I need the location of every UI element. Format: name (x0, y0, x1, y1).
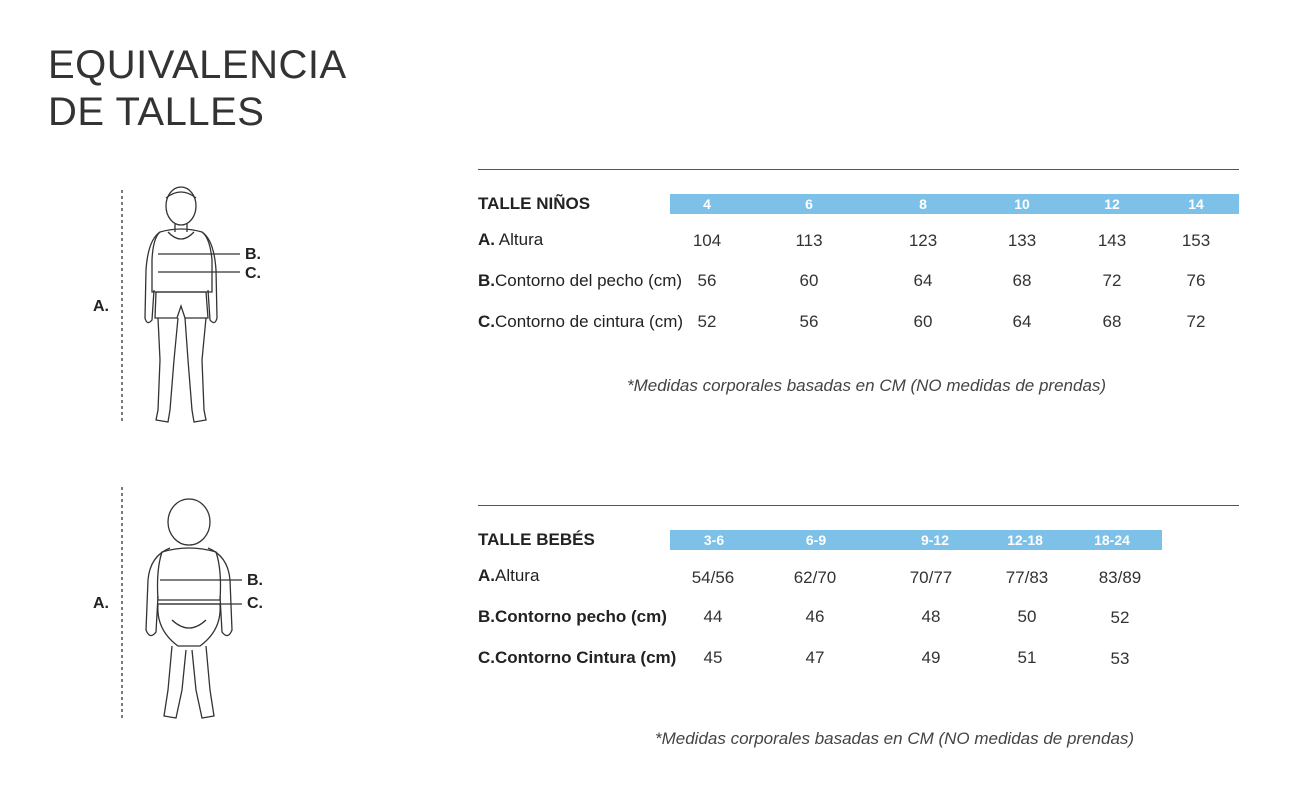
child-label-a: A. (93, 298, 109, 315)
ninos-size-header: 8 (919, 196, 927, 212)
table-cell: 48 (921, 607, 941, 626)
row-label-text: Altura (495, 230, 544, 249)
table-cell: 52 (697, 312, 717, 331)
bebes-size-header-band (670, 530, 1162, 550)
table-cell: 113 (795, 231, 823, 250)
table-cell: 46 (805, 607, 825, 626)
ninos-size-header: 4 (703, 196, 711, 212)
page-title-line-1: EQUIVALENCIA (48, 43, 347, 87)
ninos-size-header: 12 (1104, 196, 1120, 212)
page-title-line-2: DE TALLES (48, 90, 265, 134)
table-cell: 44 (703, 607, 723, 626)
table-cell: 60 (913, 312, 933, 331)
ninos-size-header: 10 (1014, 196, 1030, 212)
bebes-row-label-pecho (478, 606, 667, 628)
child-label-c: C. (245, 265, 261, 282)
bebes-top-rule (478, 505, 1239, 506)
row-prefix: A. (478, 566, 495, 585)
row-label-text: Contorno pecho (cm) (495, 607, 667, 626)
row-prefix: A. (478, 230, 495, 249)
table-cell: 72 (1186, 312, 1206, 331)
table-cell: 68 (1102, 312, 1122, 331)
table-cell: 64 (913, 271, 933, 290)
child-label-b: B. (245, 246, 261, 263)
ninos-size-header: 6 (805, 196, 813, 212)
row-label-text: Altura (495, 566, 540, 585)
table-cell: 64 (1012, 312, 1032, 331)
table-cell: 133 (1007, 231, 1037, 250)
bebes-size-header: 3-6 (703, 532, 725, 548)
ninos-size-header: 14 (1188, 196, 1204, 212)
row-prefix: C. (478, 648, 495, 667)
ninos-section-title: TALLE NIÑOS (478, 194, 591, 213)
table-cell: 104 (692, 231, 722, 250)
table-cell: 50 (1017, 607, 1037, 626)
row-prefix: B. (478, 271, 495, 290)
ninos-footnote: *Medidas corporales basadas en CM (NO medidas de prendas) (627, 376, 1107, 395)
table-cell: 83/89 (1098, 568, 1142, 587)
bebes-size-header: 18-24 (1094, 532, 1130, 548)
ninos-top-rule (478, 169, 1239, 170)
row-prefix: B. (478, 607, 495, 626)
bebes-section-title: TALLE BEBÉS (478, 530, 595, 549)
table-cell: 54/56 (691, 568, 735, 587)
table-cell: 60 (799, 271, 819, 290)
bebes-size-header: 6-9 (805, 532, 827, 548)
row-label-text: Contorno Cintura (cm) (495, 648, 677, 667)
bebes-footnote: *Medidas corporales basadas en CM (NO medidas de prendas) (655, 729, 1135, 748)
row-label-text: Contorno del pecho (cm) (495, 271, 683, 290)
table-cell: 45 (703, 648, 723, 667)
table-cell: 70/77 (909, 568, 953, 587)
table-cell: 52 (1110, 608, 1130, 627)
row-prefix: C. (478, 312, 495, 331)
table-cell: 56 (799, 312, 819, 331)
table-cell: 153 (1181, 231, 1211, 250)
table-cell: 56 (697, 271, 717, 290)
baby-label-c: C. (247, 595, 263, 612)
table-cell: 49 (921, 648, 941, 667)
bebes-row-label-altura (478, 565, 539, 587)
table-cell: 62/70 (793, 568, 837, 587)
page-title (48, 42, 347, 136)
row-label-text: Contorno de cintura (cm) (495, 312, 684, 331)
table-cell: 123 (908, 231, 938, 250)
ninos-size-header-band (670, 194, 1239, 214)
bebes-size-header: 12-18 (1007, 532, 1043, 548)
bebes-row-label-cintura (478, 647, 676, 669)
baby-label-a: A. (93, 595, 109, 612)
ninos-row-label-altura (478, 229, 543, 251)
table-cell: 72 (1102, 271, 1122, 290)
bebes-size-header: 9-12 (920, 532, 950, 548)
table-cell: 68 (1012, 271, 1032, 290)
table-cell: 51 (1017, 648, 1037, 667)
ninos-row-label-cintura (478, 311, 683, 333)
table-cell: 143 (1097, 231, 1127, 250)
table-cell: 47 (805, 648, 825, 667)
table-cell: 76 (1186, 271, 1206, 290)
ninos-row-label-pecho (478, 270, 682, 292)
table-cell: 77/83 (1005, 568, 1049, 587)
baby-label-b: B. (247, 572, 263, 589)
child-figure-illustration (90, 180, 280, 430)
table-cell: 53 (1110, 649, 1130, 668)
